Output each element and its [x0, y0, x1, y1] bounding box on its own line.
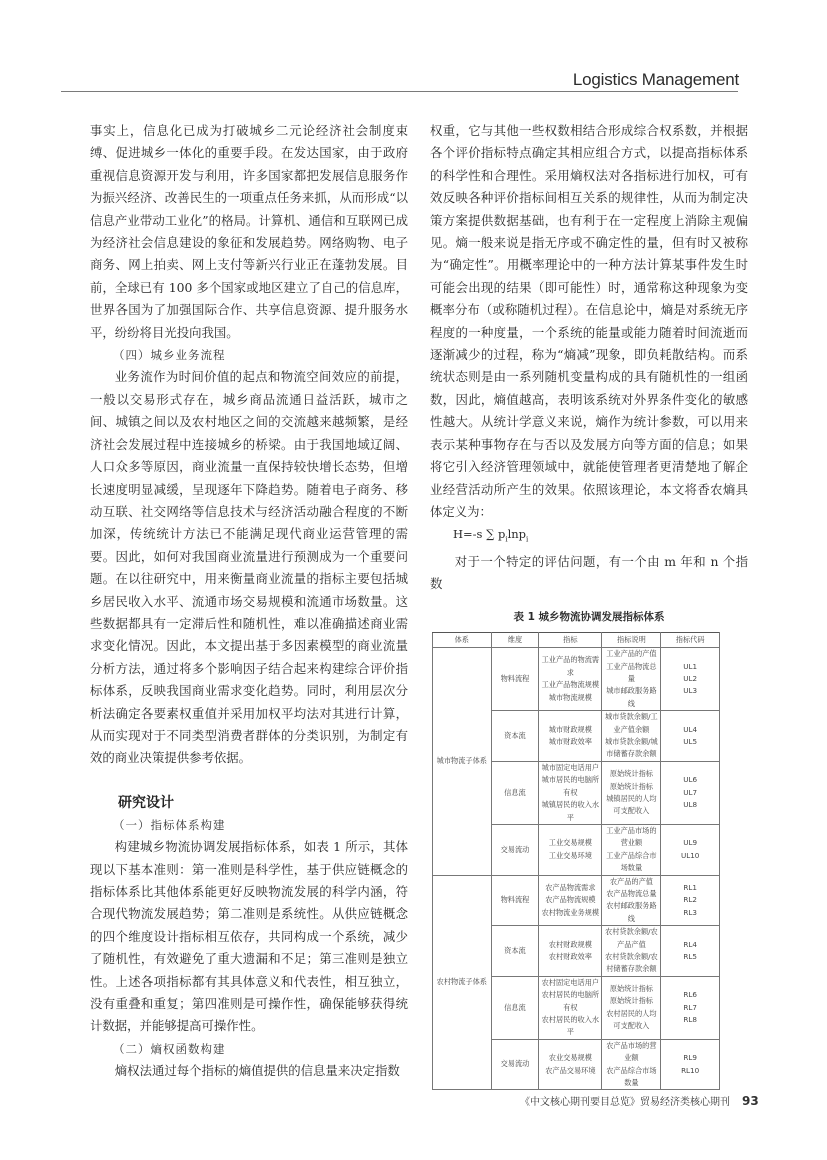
description-cell: [602, 824, 661, 875]
subsection-heading: （四）城乡业务流程: [113, 348, 226, 363]
description-item: 城市贷款余额/城市储蓄存款余额: [605, 737, 658, 759]
description-item: 工业产品的产值: [606, 649, 657, 659]
indicator-cell: [539, 1039, 602, 1090]
description-item: 工业产品物流总量: [606, 661, 657, 684]
page-footer: [520, 1093, 759, 1108]
indicator-item: 工业产品的物流需求: [541, 655, 600, 677]
code-item: UL2: [683, 674, 698, 684]
paragraph: 构建城乡物流协调发展指标体系，如表 1 所示，其体现以下基本准则：第一准则是科学性，基于供应链概念的指标体系比其他体系能更好反映物流发展的科学内涵，符合现代物流发展趋势；第二准则是系统性。从供应链概念的四个维度设计指标相互依存，共同构成一个系统，减少了随机性，有效避免了重大遗漏和不足；第三准则是独立性。上述各项指标都有其具体意义和代表性，相互独立，没有重叠和重复；第四准则是可操作性，确保能够获得统计数据，并能够提高可操作性。: [90, 839, 408, 1034]
code-cell: [661, 875, 720, 926]
paragraph: 权重，它与其他一些权数相结合形成综合权系数，并根据各个评价指标特点确定其相应组合方式，以提高指标体系的科学性和合理性。采用熵权法对各指标进行加权，可有效反映各种评价指标间相互关系的规律性，从而为制定决策方案提供数据基础，也有利于在一定程度上消除主观偏见。熵一般来说是指无序或不确定性的量，但有时又被称为“确定性”。用概率理论中的一种方法计算某事件发生时可能会出现的结果（即可能性）时，通常称这种现象为变概率分布（或称随机过程）。在信息论中，熵是对系统无序程度的一种度量，一个系统的能量或能力随着时间流逝而逐渐减少的过程，称为“熵减”现象，即负耗散结构。而系统状态则是由一系列随机变量构成的具有随机性的一组函数，因此，熵值越高，表明该系统对外界条件变化的敏感性越大。从统计学意义来说，熵作为统计参数，可以用来表示某种事物存在与否以及发展方向等方面的信息；如果将它引入经济管理领域中，就能使管理者更清楚地了解企业经营活动所产生的效果。依照该理论，本文将香农熵具体定义为：: [430, 123, 748, 519]
description-item: 原始统计指标: [609, 769, 653, 779]
code-cell: [661, 976, 720, 1039]
formula-mid: lnp: [507, 527, 527, 542]
description-cell: [602, 711, 661, 762]
code-item: RL1: [683, 882, 697, 892]
description-item: 农村贷款余额/农产品产值: [605, 927, 658, 949]
code-item: RL2: [683, 895, 697, 905]
code-item: RL5: [683, 951, 697, 961]
indicator-item: 工业交易环境: [548, 850, 592, 860]
code-item: UL8: [683, 800, 698, 810]
description-item: 农村居民的人均可支配收入: [606, 1008, 657, 1031]
indicator-item: 农产品物流需求: [545, 882, 596, 892]
code-cell: [661, 1039, 720, 1090]
code-cell: [661, 761, 720, 824]
code-item: RL6: [683, 990, 697, 1000]
description-cell: [602, 875, 661, 926]
description-item: 农村邮政服务路线: [606, 901, 657, 923]
dimension-cell: 物料流程: [491, 648, 539, 711]
indicator-item: 农产品物流规模: [545, 895, 596, 905]
description-item: 城市贷款余额/工业产值余额: [605, 712, 658, 734]
description-item: 城市邮政服务路线: [606, 686, 657, 708]
dimension-cell: 物料流程: [491, 875, 539, 926]
table-header-cell: 维度: [491, 633, 539, 648]
table-caption: 表 1 城乡物流协调发展指标体系: [513, 610, 665, 623]
description-item: 农村贷款余额/农村储蓄存款余额: [605, 951, 658, 974]
description-cell: [602, 648, 661, 711]
code-cell: [661, 926, 720, 977]
indicator-item: 城市财政规模: [548, 724, 592, 734]
indicator-table: [432, 632, 720, 1090]
section-heading: 研究设计: [118, 794, 174, 811]
table-body: [433, 648, 720, 1090]
description-item: 农产品综合市场数量: [606, 1065, 657, 1088]
dimension-cell: 资本流: [491, 711, 539, 762]
subsection-heading: （一）指标体系构建: [113, 817, 226, 832]
indicator-item: 农村居民的收入水平: [541, 1015, 600, 1037]
indicator-item: 城市物流规模: [548, 692, 592, 702]
indicator-cell: [539, 648, 602, 711]
system-cell: 农村物流子体系: [433, 875, 492, 1090]
indicator-cell: [539, 976, 602, 1039]
indicator-item: 农业交易规模: [548, 1053, 592, 1063]
dimension-cell: 资本流: [491, 926, 539, 977]
indicator-item: 工业产品物流规模: [541, 680, 600, 690]
indicator-item: 城市固定电话用户: [541, 762, 600, 772]
header-rule: [61, 91, 738, 92]
code-item: UL9: [683, 838, 698, 848]
table-row: [433, 648, 720, 711]
indicator-item: 农村物流业务规模: [541, 907, 600, 917]
code-item: UL10: [680, 850, 700, 860]
description-item: 工业产品市场的营业额: [606, 825, 657, 848]
description-item: 工业产品综合市场数量: [606, 850, 657, 873]
code-cell: [661, 648, 720, 711]
dimension-cell: 信息流: [491, 761, 539, 824]
code-item: RL10: [681, 1065, 700, 1075]
running-header-title: Logistics Management: [572, 70, 739, 89]
subsection-heading: （二）熵权函数构建: [113, 1041, 226, 1056]
description-item: 原始统计指标: [609, 996, 653, 1006]
table-header-cell: 指标: [539, 633, 602, 648]
table-header-cell: 指标代码: [661, 633, 720, 648]
code-item: UL5: [683, 737, 698, 747]
left-column: [90, 120, 408, 1083]
description-item: 城镇居民的人均可支配收入: [606, 793, 657, 816]
description-item: 原始统计指标: [609, 781, 653, 791]
indicator-item: 工业交易规模: [548, 838, 592, 848]
formula-lhs: H=-s ∑ p: [453, 527, 506, 542]
page-number: 93: [742, 1094, 759, 1108]
indicator-cell: [539, 761, 602, 824]
description-item: 农产品市场的营业额: [606, 1040, 657, 1063]
table-header-row: [433, 633, 720, 648]
table-header-cell: 体系: [433, 633, 492, 648]
paragraph: 业务流作为时间价值的起点和物流空间效应的前提，一般以交易形式存在，城乡商品流通日益活跃，城市之间、城镇之间以及农村地区之间的交流越来越频繁，是经济社会发展过程中连接城乡的桥梁。由于我国地域辽阔、人口众多等原因，商业流量一直保持较快增长态势，但增长速度明显减缓，呈现逐年下降趋势。随着电子商务、移动互联、社交网络等信息技术与经济活动融合程度的不断加深，传统统计方法已不能满足现代商业运营管理的需要。因此，如何对我国商业流量进行预测成为一个重要问题。在以往研究中，用来衡量商业流量的指标主要包括城乡居民收入水平、流通市场交易规模和流通市场数量。这些数据都具有一定滞后性和随机性，难以准确描述商业需求变化情况。因此，本文提出基于多因素模型的商业流量分析方法，通过将多个影响因子结合起来构建综合评价指标体系，反映我国商业需求变化趋势。同时，利用层次分析法确定各要素权重值并采用加权平均法对其进行计算，从而实现对于不同类型消费者群体的分类识别，为制定有效的商业决策提供参考依据。: [90, 369, 408, 766]
paragraph: 对于一个特定的评估问题，有一个由 m 年和 n 个指数: [430, 554, 748, 592]
indicator-item: 农村财政规模: [548, 939, 592, 949]
formula-subscript: i: [526, 535, 529, 544]
dimension-cell: 交易流动: [491, 1039, 539, 1090]
paragraph: 熵权法通过每个指标的熵值提供的信息量来决定指数: [114, 1063, 400, 1079]
description-cell: [602, 761, 661, 824]
description-item: 农产品物流总量: [606, 888, 657, 898]
indicator-cell: [539, 926, 602, 977]
dimension-cell: 信息流: [491, 976, 539, 1039]
system-cell: 城市物流子体系: [433, 648, 492, 875]
code-item: RL3: [683, 907, 697, 917]
code-item: UL3: [683, 686, 698, 696]
table-header-cell: 指标说明: [602, 633, 661, 648]
description-cell: [602, 1039, 661, 1090]
entropy-formula: [430, 523, 748, 551]
code-cell: [661, 711, 720, 762]
indicator-item: 农产品交易环境: [545, 1065, 596, 1075]
table-row: [433, 875, 720, 926]
indicator-item: 农村居民的电脑所有权: [541, 990, 600, 1012]
indicator-cell: [539, 875, 602, 926]
description-item: 原始统计指标: [609, 984, 653, 993]
description-cell: [602, 976, 661, 1039]
code-item: RL9: [683, 1053, 697, 1063]
right-column: [430, 120, 748, 1090]
indicator-item: 城市财政效率: [548, 737, 592, 747]
code-item: RL4: [683, 939, 697, 949]
code-item: UL7: [683, 787, 698, 797]
formula-subscript: i: [505, 535, 508, 544]
code-cell: [661, 824, 720, 875]
indicator-cell: [539, 824, 602, 875]
paragraph: 事实上，信息化已成为打破城乡二元论经济社会制度束缚、促进城乡一体化的重要手段。在发达国家，由于政府重视信息资源开发与利用，许多国家都把发展信息服务作为振兴经济、改善民生的一项重点任务来抓，从而形成“以信息产业带动工业化”的格局。计算机、通信和互联网已成为经济社会信息建设的象征和发展趋势。网络购物、电子商务、网上拍卖、网上支付等新兴行业正在蓬勃发展。目前，全球已有 100 多个国家或地区建立了自己的信息库，世界各国为了加强国际合作、共享信息资源、提升服务水平，纷纷将目光投向我国。: [90, 123, 408, 340]
description-item: 农产品的产值: [609, 876, 653, 886]
code-item: UL4: [683, 724, 698, 734]
code-item: RL8: [683, 1015, 697, 1025]
code-item: UL6: [683, 775, 698, 785]
indicator-item: 城镇居民的收入水平: [541, 800, 600, 822]
code-item: UL1: [683, 661, 698, 671]
journal-name: 《中文核心期刊要目总览》贸易经济类核心期刊: [520, 1097, 730, 1108]
dimension-cell: 交易流动: [491, 824, 539, 875]
description-cell: [602, 926, 661, 977]
indicator-item: 农村固定电话用户: [541, 977, 600, 987]
code-item: RL7: [683, 1002, 697, 1012]
indicator-item: 城市居民的电脑所有权: [541, 775, 600, 797]
indicator-item: 农村财政效率: [548, 951, 592, 961]
indicator-cell: [539, 711, 602, 762]
